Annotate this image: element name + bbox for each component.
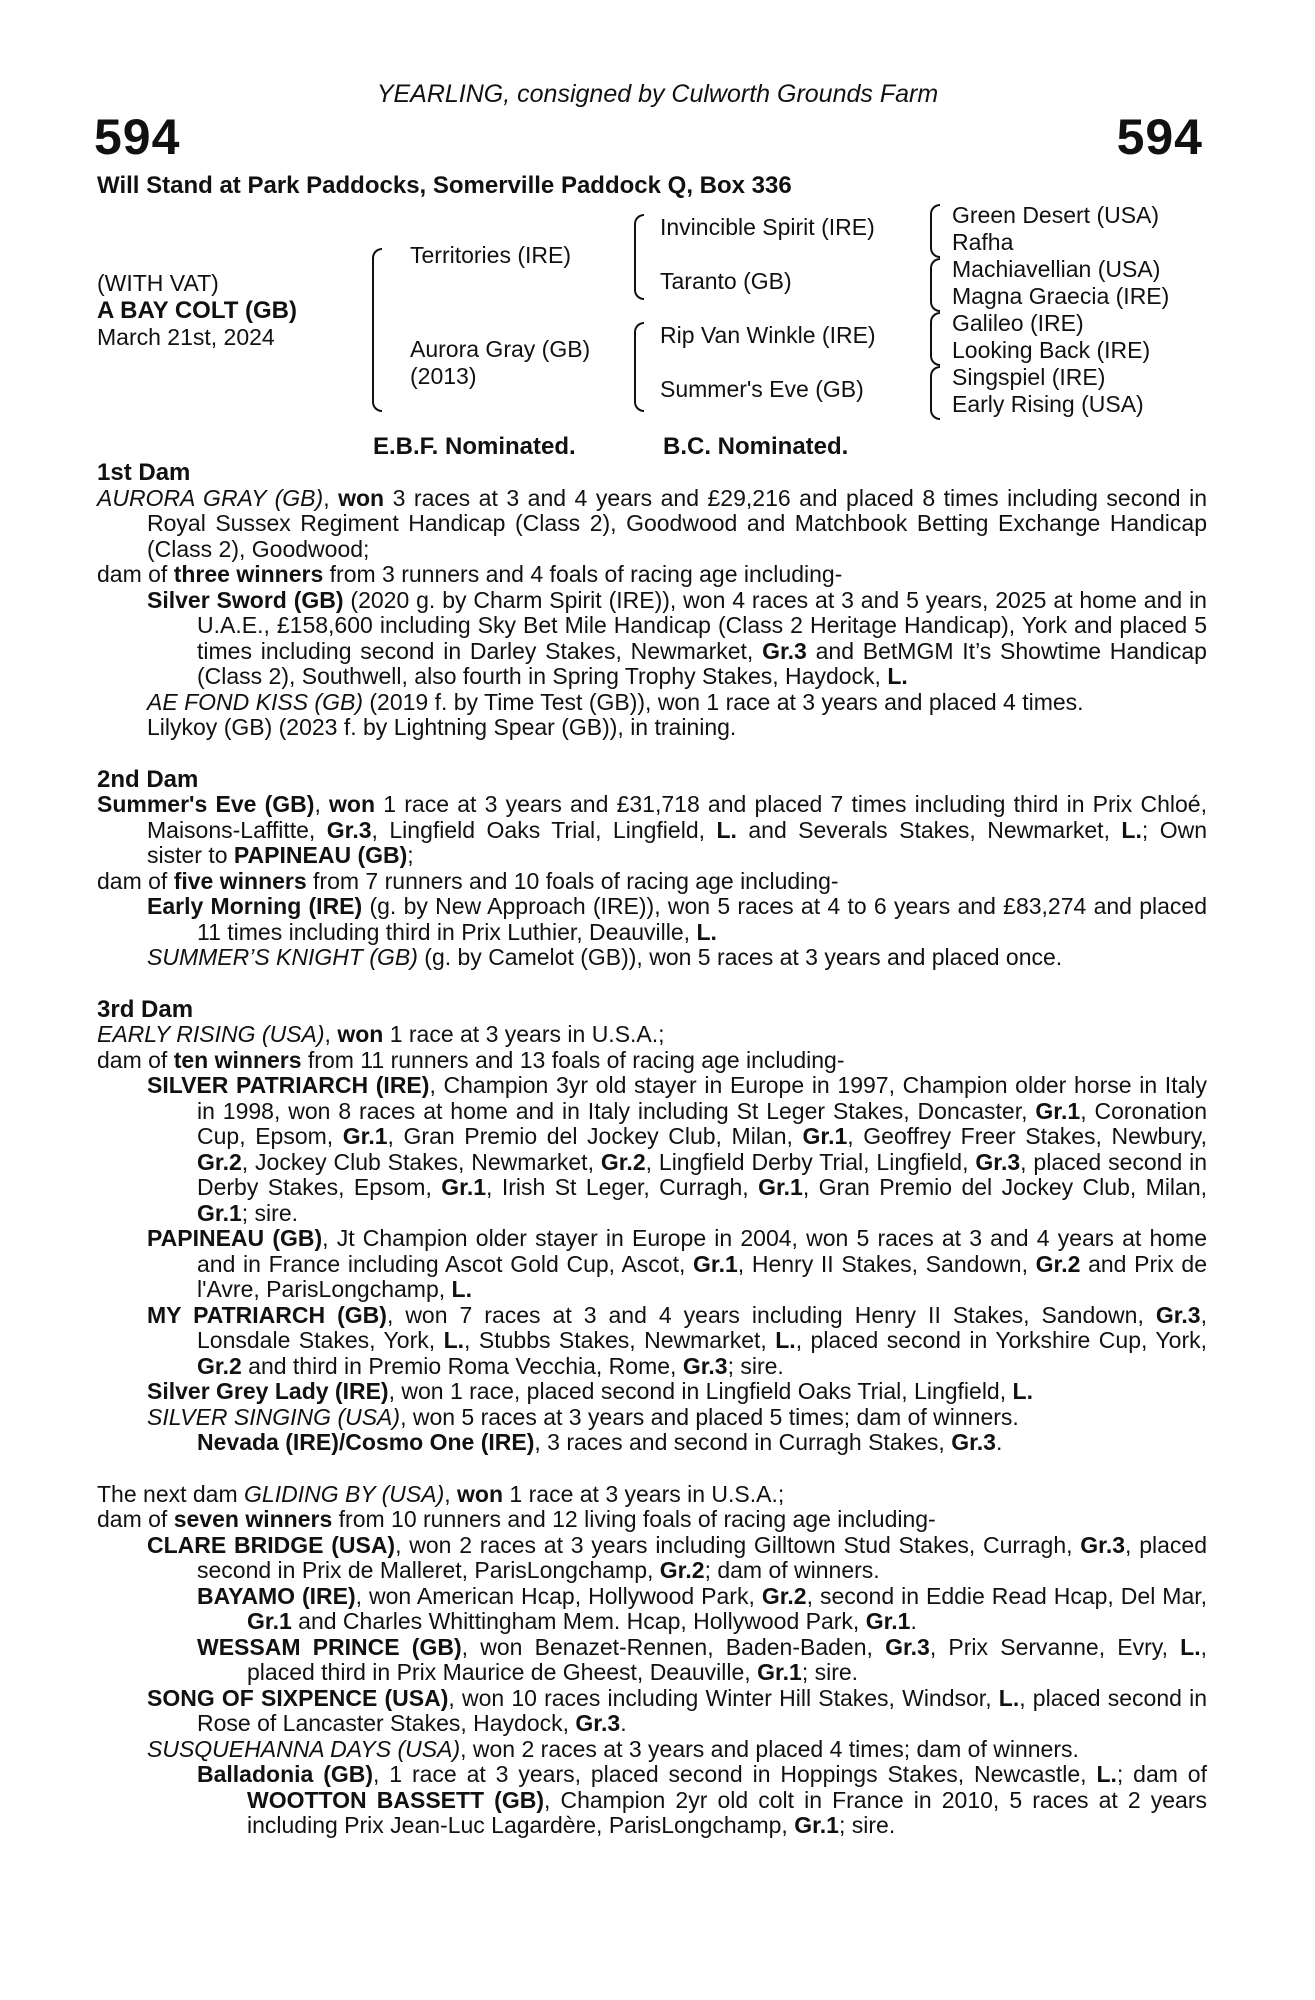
sire: Territories (IRE): [410, 242, 572, 268]
vat-note: (WITH VAT): [97, 270, 219, 296]
dam-dam-sire: Singspiel (IRE): [952, 364, 1106, 390]
pedigree-notes: [97, 460, 1207, 1839]
dam-dam-dam: Early Rising (USA): [952, 391, 1144, 417]
grand-progeny-entry: Balladonia (GB), 1 race at 3 years, placed second in Hoppings Stakes, Newcastle, L.; dam of WOOTTON BASSETT (GB), Champion 2yr old colt in France in 2010, 5 races at 2 years including Prix Jean-Luc Lagardère, ParisLongchamp, Gr.1; sire.: [197, 1761, 1207, 1838]
lot-number-left: 594: [94, 109, 181, 165]
bracket-ss: [930, 204, 940, 258]
dam-sire-dam: Looking Back (IRE): [952, 337, 1151, 363]
third-dam-heading: 3rd Dam: [97, 995, 194, 1023]
sire-dam-dam: Magna Graecia (IRE): [952, 283, 1170, 309]
bc-nominated: B.C. Nominated.: [663, 433, 849, 460]
pedigree-bracket-main: [372, 248, 382, 412]
first-dam-intro: AURORA GRAY (GB), won 3 races at 3 and 4 years and £29,216 and placed 8 times including second in Royal Sussex Regiment Handicap (Class 2), Goodwood and Matchbook Betting Exchange Handicap (Class 2), Goodwood;: [97, 484, 1207, 562]
bracket-ds: [930, 312, 940, 366]
progeny-entry: SONG OF SIXPENCE (USA), won 10 races including Winter Hill Stakes, Windsor, L., placed second in Rose of Lancaster Stakes, Haydock, Gr.3.: [147, 1684, 1208, 1736]
sire-sire: Invincible Spirit (IRE): [660, 214, 875, 240]
pedigree-bracket-sire: [634, 214, 644, 300]
second-dam-intro: Summer's Eve (GB), won 1 race at 3 years and £31,718 and placed 7 times including third in Prix Chloé, Maisons-Laffitte, Gr.3, Lingfield Oaks Trial, Lingfield, L. and Severals Stakes, Newmarket, L.; Own sister to PAPINEAU (GB);: [97, 791, 1207, 868]
grand-progeny-entry: WESSAM PRINCE (GB), won Benazet-Rennen, Baden-Baden, Gr.3, Prix Servanne, Evry, L., placed third in Prix Maurice de Gheest, Deauville, Gr.1; sire.: [197, 1633, 1208, 1685]
bracket-dd: [930, 366, 940, 420]
progeny-entry: Silver Sword (GB) (2020 g. by Charm Spirit (IRE)), won 4 races at 3 and 5 years, 2025 at home and in U.A.E., £158,600 including Sky Bet Mile Handicap (Class 2 Heritage Handicap), York and placed 5 times including second in Darley Stakes, Newmarket, Gr.3 and BetMGM It’s Showtime Handicap (Class 2), Southwell, also fourth in Spring Trophy Stakes, Haydock, L.: [147, 586, 1207, 689]
sire-dam: Taranto (GB): [660, 268, 792, 294]
progeny-entry: SILVER SINGING (USA), won 5 races at 3 years and placed 5 times; dam of winners.: [147, 1403, 1019, 1430]
dam-year: (2013): [410, 363, 477, 389]
progeny-entry: Silver Grey Lady (IRE), won 1 race, placed second in Lingfield Oaks Trial, Lingfield, L.: [147, 1378, 1033, 1404]
progeny-entry: PAPINEAU (GB), Jt Champion older stayer in Europe in 2004, won 5 races at 3 and 4 years at home and in France including Ascot Gold Cup, Ascot, Gr.1, Henry II Stakes, Sandown, Gr.2 and Prix de l'Avre, ParisLongchamp, L.: [147, 1225, 1207, 1302]
sire-sire-sire: Green Desert (USA): [952, 202, 1160, 228]
progeny-entry: MY PATRIARCH (GB), won 7 races at 3 and 4 years including Henry II Stakes, Sandown, Gr.3, Lonsdale Stakes, York, L., Stubbs Stakes, Newmarket, L., placed second in Yorkshire Cup, York, Gr.2 and third in Premio Roma Vecchia, Rome, Gr.3; sire.: [147, 1301, 1207, 1379]
grand-progeny-entry: BAYAMO (IRE), won American Hcap, Hollywood Park, Gr.2, second in Eddie Read Hcap, Del Mar, Gr.1 and Charles Whittingham Mem. Hcap, Hollywood Park, Gr.1.: [197, 1582, 1208, 1634]
progeny-entry: SUMMER’S KNIGHT (GB) (g. by Camelot (GB)), won 5 races at 3 years and placed once.: [147, 944, 1063, 970]
progeny-entry: Lilykoy (GB) (2023 f. by Lightning Spear (GB)), in training.: [147, 714, 737, 740]
consignor-line: YEARLING, consigned by Culworth Grounds Farm: [376, 80, 939, 108]
first-dam-heading: 1st Dam: [97, 459, 191, 486]
ebf-nominated: E.B.F. Nominated.: [373, 433, 576, 460]
progeny-entry: Early Morning (IRE) (g. by New Approach (IRE)), won 5 races at 4 to 6 years and £83,274 and placed 11 times including third in Prix Luthier, Deauville, L.: [147, 893, 1207, 945]
progeny-entry: CLARE BRIDGE (USA), won 2 races at 3 years including Gilltown Stud Stakes, Curragh, Gr.3, placed second in Prix de Malleret, ParisLongchamp, Gr.2; dam of winners.: [147, 1531, 1207, 1583]
stand-location: Will Stand at Park Paddocks, Somerville Paddock Q, Box 336: [97, 172, 792, 199]
dam-name: Aurora Gray (GB): [410, 336, 591, 362]
grand-progeny-entry: Nevada (IRE)/Cosmo One (IRE), 3 races and second in Curragh Stakes, Gr.3.: [197, 1429, 1003, 1455]
sire-dam-sire: Machiavellian (USA): [952, 256, 1161, 282]
dam-sire-sire: Galileo (IRE): [952, 310, 1084, 336]
horse-dob: March 21st, 2024: [97, 324, 275, 350]
horse-name: A BAY COLT (GB): [97, 297, 298, 324]
second-dam-dam-of: dam of five winners from 7 runners and 10 foals of racing age including-: [97, 867, 839, 894]
pedigree-bracket-dam: [634, 322, 644, 412]
next-dam-intro: The next dam GLIDING BY (USA), won 1 race at 3 years in U.S.A.;: [97, 1480, 785, 1507]
next-dam-dam-of: dam of seven winners from 10 runners and 12 living foals of racing age including-: [97, 1506, 936, 1532]
first-dam-dam-of: dam of three winners from 3 runners and 4 foals of racing age including-: [97, 561, 843, 587]
third-dam-dam-of: dam of ten winners from 11 runners and 13 foals of racing age including-: [97, 1046, 845, 1073]
progeny-entry: SUSQUEHANNA DAYS (USA), won 2 races at 3 years and placed 4 times; dam of winners.: [147, 1735, 1079, 1762]
second-dam-heading: 2nd Dam: [97, 765, 199, 793]
progeny-entry: SILVER PATRIARCH (IRE), Champion 3yr old stayer in Europe in 1997, Champion older horse in Italy in 1998, won 8 races at home and in Italy including St Leger Stakes, Doncaster, Gr.1, Coronation Cup, Epsom, Gr.1, Gran Premio del Jockey Club, Milan, Gr.1, Geoffrey Freer Stakes, Newbury, Gr.2, Jockey Club Stakes, Newmarket, Gr.2, Lingfield Derby Trial, Lingfield, Gr.3, placed second in Derby Stakes, Epsom, Gr.1, Irish St Leger, Curragh, Gr.1, Gran Premio del Jockey Club, Milan, Gr.1; sire.: [147, 1072, 1208, 1226]
third-dam-intro: EARLY RISING (USA), won 1 race at 3 years in U.S.A.;: [97, 1021, 665, 1047]
bracket-sd: [930, 258, 940, 312]
dam-sire: Rip Van Winkle (IRE): [660, 322, 876, 348]
lot-number-right: 594: [1116, 109, 1203, 165]
sire-sire-dam: Rafha: [952, 229, 1014, 255]
progeny-entry: AE FOND KISS (GB) (2019 f. by Time Test (GB)), won 1 race at 3 years and placed 4 times.: [147, 688, 1084, 715]
dam-dam: Summer's Eve (GB): [660, 376, 864, 402]
